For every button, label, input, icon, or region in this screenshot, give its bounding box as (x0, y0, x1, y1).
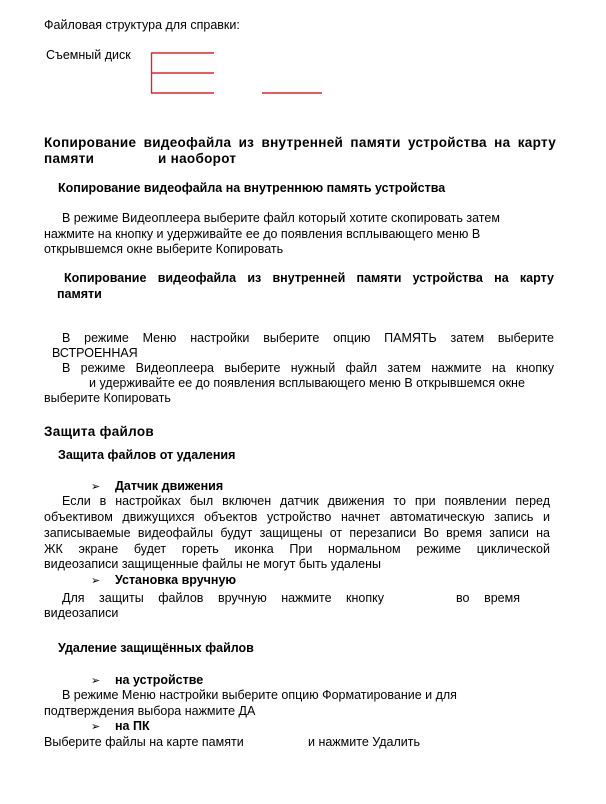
remove-protected-title: Удаление защищённых файлов (58, 641, 254, 655)
protect-delete-title: Защита файлов от удаления (58, 448, 236, 462)
motion-sensor-line1: Если в настройках был включен датчик движения то при появлении перед (62, 494, 550, 508)
on-pc-line1b: и нажмите Удалить (308, 735, 420, 749)
tree-connectors (151, 53, 322, 93)
manual-protect-line1b: во время (456, 591, 520, 605)
manual-protect-label: Установка вручную (115, 573, 237, 587)
copy-to-card-title-line1: Копирование видеофайла из внутренней памяти устройства на карту (64, 271, 554, 285)
motion-sensor-line4: ЖК экране будет гореть иконка При нормальном режиме циклической (44, 542, 550, 556)
bullet-arrow-icon: ➢ (91, 574, 101, 587)
copy-to-internal-title: Копирование видеофайла на внутреннюю память устройства (58, 181, 446, 195)
copy-to-card-line3: В режиме Видеоплеера выберите нужный файл затем нажмите на кнопку (62, 361, 554, 375)
copy-to-internal-line3: открывшемся окне выберите Копировать (44, 242, 284, 256)
on-device-label: на устройстве (115, 673, 204, 687)
copy-to-card-line5: выберите Копировать (44, 391, 171, 405)
motion-sensor-line3: записываемые видеофайлы будут защищены от перезаписи Во время записи на (44, 526, 550, 540)
bullet-arrow-icon: ➢ (91, 720, 101, 733)
on-device-line2: подтверждения выбора нажмите ДА (44, 704, 256, 718)
copy-section-title-line2a: памяти (44, 151, 95, 166)
file-tree-lines (0, 0, 606, 100)
copy-to-card-line4: и удерживайте ее до появления всплывающего меню В открывшемся окне (89, 376, 525, 390)
copy-to-card-line1: В режиме Меню настройки выберите опцию ПАМЯТЬ затем выберите (62, 331, 554, 345)
bullet-arrow-icon: ➢ (91, 480, 101, 493)
reference-heading: Файловая структура для справки: (44, 18, 240, 32)
protect-section-title: Защита файлов (44, 424, 154, 439)
on-pc-label: на ПК (115, 719, 150, 733)
copy-to-internal-line2: нажмите на кнопку и удерживайте ее до появления всплывающего меню В (44, 227, 481, 241)
motion-sensor-label: Датчик движения (115, 479, 224, 493)
on-device-line1: В режиме Меню настройки выберите опцию Форматирование и для (62, 688, 457, 702)
disk-label: Съемный диск (46, 48, 131, 62)
motion-sensor-line2: объективом движущихся объектов устройство начнет автоматическую запись и (44, 510, 550, 524)
on-pc-line1a: Выберите файлы на карте памяти (44, 735, 244, 749)
motion-sensor-line5: видеозаписи защищенные файлы не могут быть удалены (44, 557, 381, 571)
copy-section-title-line2b: и наоборот (158, 151, 237, 166)
copy-to-card-title-line2: памяти (57, 287, 102, 301)
bullet-arrow-icon: ➢ (91, 674, 101, 687)
copy-to-internal-line1: В режиме Видеоплеера выберите файл который хотите скопировать затем (62, 211, 500, 225)
manual-protect-line2: видеозаписи (44, 606, 119, 620)
copy-section-title-line1: Копирование видеофайла из внутренней памяти устройства на карту (44, 135, 556, 150)
manual-protect-line1a: Для защиты файлов вручную нажмите кнопку (62, 591, 384, 605)
copy-to-card-line2: ВСТРОЕННАЯ (52, 346, 138, 360)
